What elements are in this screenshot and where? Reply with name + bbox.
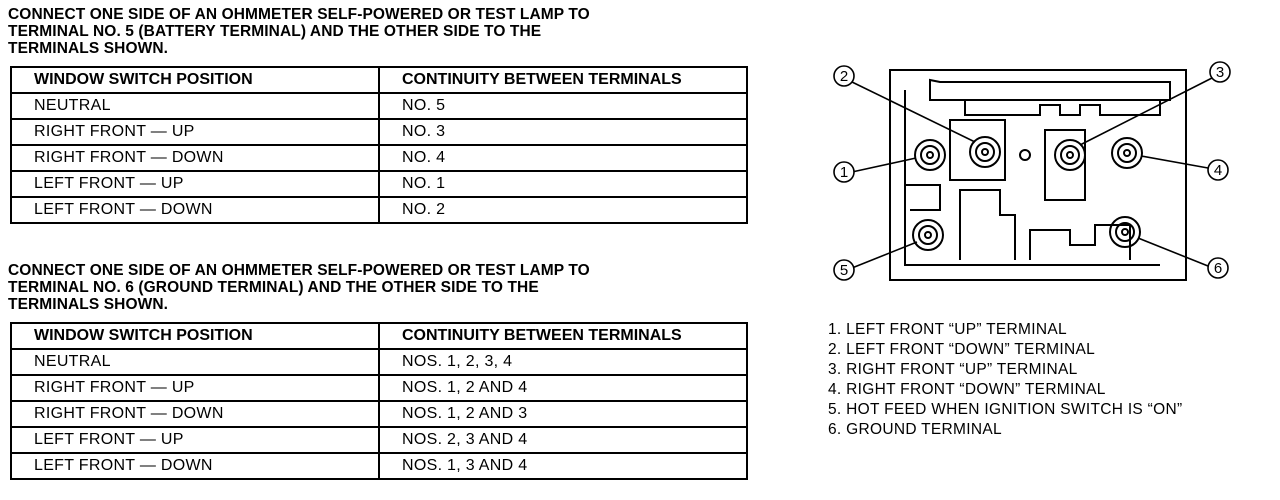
circuit-trace	[930, 80, 1170, 100]
legend-item: 3. RIGHT FRONT “UP” TERMINAL	[828, 361, 1078, 378]
mounting-hole	[1020, 150, 1030, 160]
terminal-4	[1112, 138, 1142, 168]
callout-3: 3	[1215, 64, 1225, 81]
table-row	[11, 453, 747, 479]
instruction-1-line: CONNECT ONE SIDE OF AN OHMMETER SELF-POWERED OR TEST LAMP TO	[8, 6, 590, 23]
switch-position-cell: LEFT FRONT — DOWN	[11, 197, 379, 223]
table-header-row	[11, 323, 747, 349]
table-row	[11, 427, 747, 453]
continuity-cell: NO. 3	[379, 119, 747, 145]
instruction-2-line: TERMINALS SHOWN.	[8, 296, 169, 313]
table-row	[11, 375, 747, 401]
continuity-cell: NOS. 2, 3 AND 4	[379, 427, 747, 453]
continuity-table-ground	[10, 322, 748, 480]
table-header-row	[11, 67, 747, 93]
table-row	[11, 119, 747, 145]
column-header-continuity: CONTINUITY BETWEEN TERMINALS	[379, 67, 747, 93]
continuity-table-battery	[10, 66, 748, 224]
leader-line-6	[1138, 238, 1208, 266]
terminal-2-plate	[950, 120, 1005, 180]
legend-item: 1. LEFT FRONT “UP” TERMINAL	[828, 321, 1067, 338]
legend-item: 2. LEFT FRONT “DOWN” TERMINAL	[828, 341, 1096, 358]
continuity-cell: NO. 4	[379, 145, 747, 171]
terminal-legend	[828, 320, 1182, 440]
leader-line-2	[852, 82, 975, 142]
table-row	[11, 197, 747, 223]
switch-position-cell: LEFT FRONT — UP	[11, 427, 379, 453]
column-header-position: WINDOW SWITCH POSITION	[11, 67, 379, 93]
table-row	[11, 93, 747, 119]
instruction-1	[8, 6, 768, 57]
circuit-trace	[905, 185, 940, 210]
instruction-1-line: TERMINALS SHOWN.	[8, 40, 169, 57]
switch-position-cell: RIGHT FRONT — UP	[11, 119, 379, 145]
leader-line-4	[1141, 156, 1208, 168]
terminal-5	[913, 220, 943, 250]
continuity-cell: NO. 5	[379, 93, 747, 119]
switch-position-cell: RIGHT FRONT — DOWN	[11, 145, 379, 171]
legend-item: 6. GROUND TERMINAL	[828, 421, 1002, 438]
instruction-2-line: CONNECT ONE SIDE OF AN OHMMETER SELF-POWERED OR TEST LAMP TO	[8, 262, 590, 279]
table-row	[11, 145, 747, 171]
circuit-trace	[965, 100, 1160, 115]
column-header-continuity: CONTINUITY BETWEEN TERMINALS	[379, 323, 747, 349]
switch-position-cell: LEFT FRONT — UP	[11, 171, 379, 197]
switch-position-cell: RIGHT FRONT — DOWN	[11, 401, 379, 427]
table-row	[11, 349, 747, 375]
continuity-cell: NOS. 1, 2 AND 4	[379, 375, 747, 401]
instruction-2	[8, 262, 768, 313]
instruction-1-line: TERMINAL NO. 5 (BATTERY TERMINAL) AND THE OTHER SIDE TO THE	[8, 23, 542, 40]
column-header-position: WINDOW SWITCH POSITION	[11, 323, 379, 349]
switch-position-cell: LEFT FRONT — DOWN	[11, 453, 379, 479]
continuity-cell: NO. 2	[379, 197, 747, 223]
circuit-trace	[960, 190, 1015, 260]
table-row	[11, 401, 747, 427]
continuity-cell: NOS. 1, 3 AND 4	[379, 453, 747, 479]
leader-line-1	[852, 158, 916, 172]
callout-6: 6	[1213, 260, 1223, 277]
callout-5: 5	[839, 262, 849, 279]
window-switch-terminal-diagram	[830, 60, 1250, 290]
continuity-cell: NO. 1	[379, 171, 747, 197]
terminal-6	[1110, 217, 1140, 247]
callout-1: 1	[839, 164, 849, 181]
legend-item: 5. HOT FEED WHEN IGNITION SWITCH IS “ON”	[828, 401, 1183, 418]
continuity-cell: NOS. 1, 2, 3, 4	[379, 349, 747, 375]
instruction-2-line: TERMINAL NO. 6 (GROUND TERMINAL) AND THE OTHER SIDE TO THE	[8, 279, 539, 296]
callout-4: 4	[1213, 162, 1223, 179]
terminal-1	[915, 140, 945, 170]
callout-2: 2	[839, 68, 849, 85]
switch-position-cell: RIGHT FRONT — UP	[11, 375, 379, 401]
switch-position-cell: NEUTRAL	[11, 93, 379, 119]
switch-position-cell: NEUTRAL	[11, 349, 379, 375]
continuity-cell: NOS. 1, 2 AND 3	[379, 401, 747, 427]
legend-item: 4. RIGHT FRONT “DOWN” TERMINAL	[828, 381, 1106, 398]
table-row	[11, 171, 747, 197]
